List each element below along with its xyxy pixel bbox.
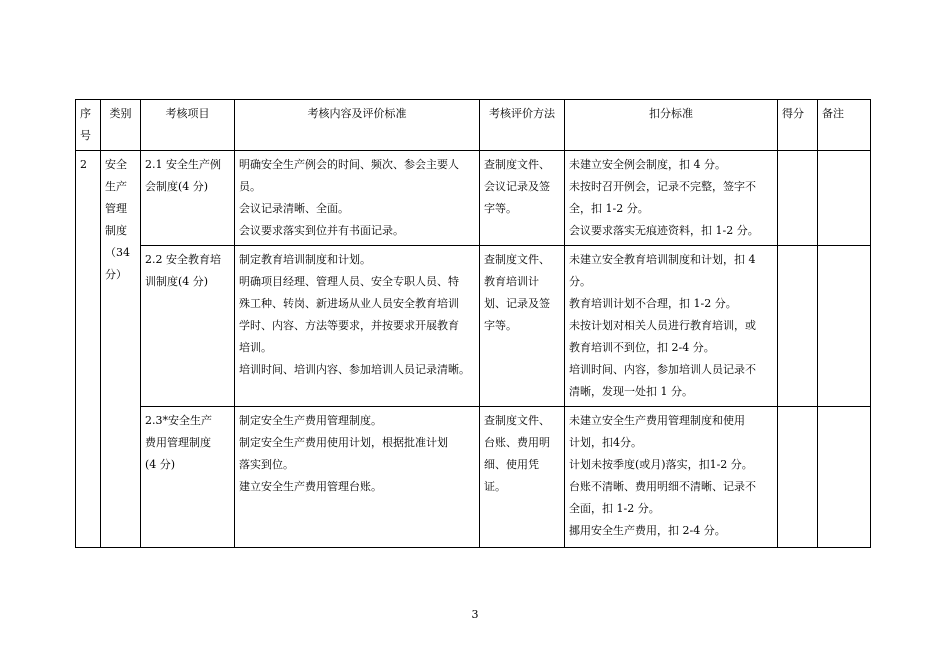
deduction-line: 清晰，发现一处扣 1 分。 <box>569 385 693 398</box>
deduction-line: 教育培训计划不合理，扣 1-2 分。 <box>569 297 737 310</box>
deduction-line: 培训时间、内容，参加培训人员记录不 <box>569 363 756 376</box>
deduction-line: 未按时召开例会，记录不完整，签字不 <box>569 180 756 193</box>
header-content: 考核内容及评价标准 <box>235 100 480 151</box>
content-line: 殊工种、转岗、新进场从业人员安全教育培训 <box>239 297 459 310</box>
content-cell <box>235 151 480 246</box>
item-line: 2.2 安全教育培 <box>145 253 221 266</box>
header-category: 类别 <box>101 100 141 151</box>
item-cell <box>141 151 235 246</box>
remark-cell <box>818 407 871 548</box>
method-cell <box>480 151 565 246</box>
method-line: 查制度文件、 <box>484 158 550 171</box>
item-line: (4 分) <box>145 458 176 471</box>
deduction-cell <box>565 246 778 407</box>
table-row <box>76 407 871 548</box>
method-line: 查制度文件、 <box>484 253 550 266</box>
deduction-line: 教育培训不到位，扣 2-4 分。 <box>569 341 715 354</box>
assessment-table <box>75 99 871 548</box>
method-line: 细、使用凭证。 <box>484 458 539 493</box>
deduction-line: 分。 <box>569 275 591 288</box>
table-row <box>76 151 871 246</box>
category-line: 制度 <box>105 224 127 237</box>
content-line: 员。 <box>239 180 261 193</box>
content-line: 制定安全生产费用使用计划，根据批准计划 <box>239 436 448 449</box>
header-deduction: 扣分标准 <box>565 100 778 151</box>
score-cell <box>778 246 818 407</box>
deduction-cell <box>565 407 778 548</box>
content-line: 建立安全生产费用管理台账。 <box>239 480 382 493</box>
method-line: 字等。 <box>484 202 517 215</box>
method-line: 会议记录及签 <box>484 180 550 193</box>
deduction-line: 计划未按季度(或月)落实，扣1-2 分。 <box>569 458 753 471</box>
method-line: 教育培训计 <box>484 275 539 288</box>
item-line: 会制度(4 分) <box>145 180 209 193</box>
content-cell <box>235 407 480 548</box>
method-cell <box>480 407 565 548</box>
table-row <box>76 246 871 407</box>
item-line: 训制度(4 分) <box>145 275 209 288</box>
deduction-cell <box>565 151 778 246</box>
category-line: 安全 <box>105 158 127 171</box>
method-line: 查制度文件、 <box>484 414 550 427</box>
content-line: 明确安全生产例会的时间、频次、参会主要人 <box>239 158 459 171</box>
content-cell <box>235 246 480 407</box>
score-cell <box>778 407 818 548</box>
header-score: 得分 <box>778 100 818 151</box>
content-line: 培训时间、培训内容、参加培训人员记录清晰。 <box>239 363 470 376</box>
deduction-line: 未建立安全生产费用管理制度和使用 <box>569 414 745 427</box>
item-line: 费用管理制度 <box>145 436 211 449</box>
deduction-line: 会议要求落实无痕迹资料，扣 1-2 分。 <box>569 224 759 237</box>
method-line: 划、记录及签 <box>484 297 550 310</box>
category-line: 管理 <box>105 202 127 215</box>
score-cell <box>778 151 818 246</box>
section-seq: 2 <box>76 151 101 548</box>
remark-cell <box>818 151 871 246</box>
content-line: 制定安全生产费用管理制度。 <box>239 414 382 427</box>
section-category <box>101 151 141 548</box>
deduction-line: 全面，扣 1-2 分。 <box>569 502 660 515</box>
method-cell <box>480 246 565 407</box>
category-line: 生产 <box>105 180 127 193</box>
header-seq: 序号 <box>76 100 101 151</box>
item-cell <box>141 246 235 407</box>
deduction-line: 计划，扣4分。 <box>569 436 642 449</box>
deduction-line: 挪用安全生产费用，扣 2-4 分。 <box>569 524 726 537</box>
remark-cell <box>818 246 871 407</box>
deduction-line: 全，扣 1-2 分。 <box>569 202 649 215</box>
header-item: 考核项目 <box>141 100 235 151</box>
header-method: 考核评价方法 <box>480 100 565 151</box>
deduction-line: 未按计划对相关人员进行教育培训，或 <box>569 319 756 332</box>
header-remark: 备注 <box>818 100 871 151</box>
content-line: 落实到位。 <box>239 458 294 471</box>
page-number: 3 <box>471 608 479 621</box>
content-line: 会议记录清晰、全面。 <box>239 202 349 215</box>
method-line: 字等。 <box>484 319 517 332</box>
item-cell <box>141 407 235 548</box>
category-line: （34 <box>105 246 130 259</box>
item-line: 2.3*安全生产 <box>145 414 212 427</box>
content-line: 学时、内容、方法等要求，并按要求开展教育 <box>239 319 459 332</box>
item-line: 2.1 安全生产例 <box>145 158 221 171</box>
method-line: 台账、费用明 <box>484 436 550 449</box>
content-line: 制定教育培训制度和计划。 <box>239 253 371 266</box>
content-line: 培训。 <box>239 341 272 354</box>
deduction-line: 未建立安全教育培训制度和计划，扣 4 <box>569 253 756 266</box>
deduction-line: 未建立安全例会制度，扣 4 分。 <box>569 158 726 171</box>
content-line: 会议要求落实到位并有书面记录。 <box>239 224 404 237</box>
content-line: 明确项目经理、管理人员、安全专职人员、特 <box>239 275 459 288</box>
deduction-line: 台账不清晰、费用明细不清晰、记录不 <box>569 480 756 493</box>
header-row <box>76 100 871 151</box>
category-line: 分） <box>105 268 127 281</box>
